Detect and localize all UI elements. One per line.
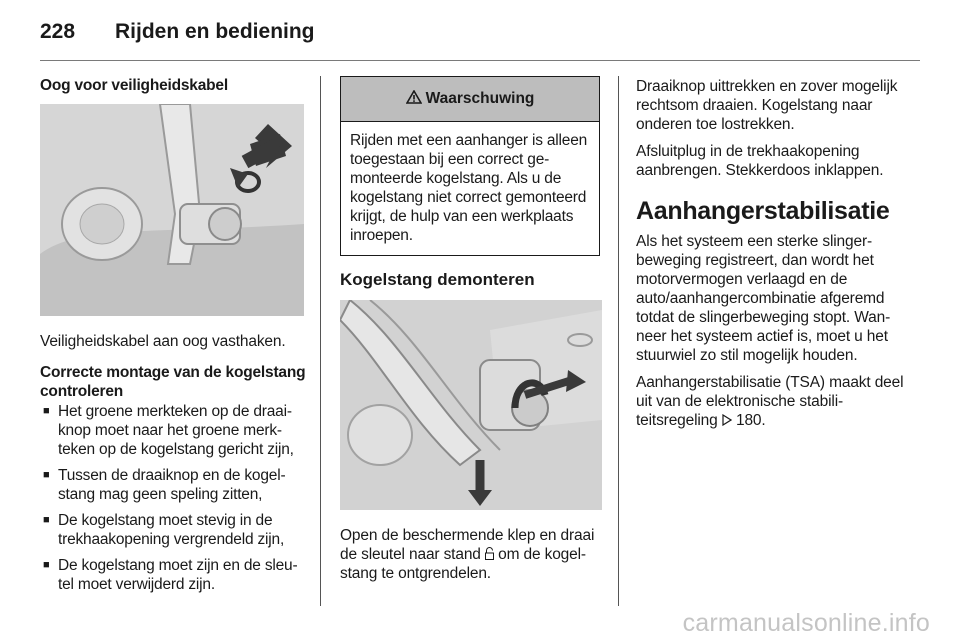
photo-remove-towbar <box>340 300 602 510</box>
column-left <box>40 76 306 601</box>
list-item: ■ De kogelstang moet stevig in de trekhaakopening vergrendeld zijn, <box>43 512 285 548</box>
warning-text: Rijden met een aanhanger is alleen toegestaan bij een correct gemonteerde kogelstang. Als u de kogelstang niet correct gemonteerd krijgt, de hulp van een werkplaats inroepen. <box>350 132 588 244</box>
unlock-icon <box>485 546 494 559</box>
list-item: ■ Het groene merkteken op de draaiknop moet naar het groene merkteken op de kogelstang gericht zijn, <box>43 403 294 458</box>
paragraph-tsa: Aanhangerstabilisatie (TSA) maakt deel uit van de elektronische stabiliteitsregeling 180. <box>636 374 904 429</box>
paragraph-stabilization: Als het systeem een sterke slingerbeweging registreert, dan wordt het motorvermogen verlaagd en de auto/aanhangercombinatie afgeremd totdat de slingerbeweging stopt. Wanneer het systeem actief is, moet u het stuurwiel zo stil mogelijk houden. <box>636 233 891 364</box>
page-number: 228 <box>40 20 76 43</box>
header-divider <box>40 60 920 61</box>
watermark: carmanualsonline.info <box>682 609 930 637</box>
column-right <box>636 76 906 431</box>
page-reference-arrow-icon <box>722 412 732 431</box>
paragraph-plug: Afsluitplug in de trekhaakopening aanbrengen. Stekkerdoos inklappen. <box>636 143 884 179</box>
list-item: ■ Tussen de draaiknop en de kogelstang mag geen speling zitten, <box>43 467 286 503</box>
warning-box <box>340 76 600 256</box>
column-divider-right <box>618 76 619 606</box>
page-reference[interactable]: 180. <box>735 412 766 429</box>
check-heading: Correcte montage van de kogelstang controleren <box>40 364 306 400</box>
page-title: Rijden en bediening <box>115 20 315 43</box>
photo-caption: Veiligheidskabel aan oog vasthaken. <box>40 333 286 350</box>
column-divider-left <box>320 76 321 606</box>
instruction-unlock: Open de beschermende klep en draai de sleutel naar stand om de kogelstang te ontgrendelen. <box>340 527 595 582</box>
section-heading-eye: Oog voor veiligheidskabel <box>40 77 228 94</box>
column-middle <box>340 76 604 583</box>
section-heading-stabilization: Aanhangerstabilisatie <box>636 197 890 225</box>
photo-safety-cable-eye <box>40 104 304 316</box>
list-item: ■ De kogelstang moet zijn en de sleutel moet verwijderd zijn. <box>43 557 298 593</box>
page-header <box>40 18 920 58</box>
warning-triangle-icon <box>406 90 422 109</box>
warning-title: Waarschuwing <box>425 90 535 107</box>
warning-header <box>341 77 599 122</box>
check-list <box>40 402 308 594</box>
paragraph-pull-knob: Draaiknop uittrekken en zover mogelijk rechtsom draaien. Kogelstang naar onderen toe lostrekken. <box>636 78 898 133</box>
section-heading-remove: Kogelstang demonteren <box>340 270 535 289</box>
